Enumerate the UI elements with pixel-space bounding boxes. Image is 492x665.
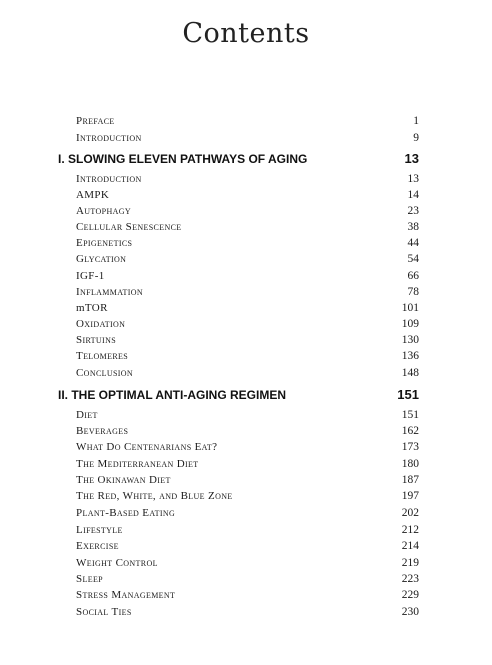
toc-entry xyxy=(76,557,419,573)
toc-entry xyxy=(76,205,419,221)
toc-entry-label: Sleep xyxy=(76,573,103,585)
toc-entry-page: 230 xyxy=(401,606,419,618)
toc-entry-page: 130 xyxy=(401,334,419,346)
toc-entry-page: 1 xyxy=(413,115,419,127)
toc-entry-introduction xyxy=(76,132,419,148)
toc-entry-label: What Do Centenarians Eat? xyxy=(76,441,218,453)
toc-entry xyxy=(76,490,419,506)
toc-entry-page: 223 xyxy=(401,573,419,585)
toc-entry-label: Conclusion xyxy=(76,367,134,379)
toc-entry xyxy=(76,350,419,366)
toc-entry-label: Inflammation xyxy=(76,286,143,298)
toc-entry-page: 219 xyxy=(401,557,419,569)
toc-entry-label: Stress Management xyxy=(76,589,176,601)
toc-entry-label: Telomeres xyxy=(76,350,129,362)
toc-part-heading-2 xyxy=(58,387,419,407)
toc-entry-label: Beverages xyxy=(76,425,129,437)
toc-entry-page: 148 xyxy=(401,367,419,379)
toc-entry-label: mTOR xyxy=(76,302,108,314)
toc-entry-page: 54 xyxy=(407,253,419,265)
toc-entry xyxy=(76,189,419,205)
toc-entry xyxy=(76,270,419,286)
toc-entry-label: Introduction xyxy=(76,173,142,185)
toc-entry xyxy=(76,507,419,523)
toc-entry xyxy=(76,237,419,253)
toc-entry-page: 187 xyxy=(401,474,419,486)
toc-entry-label: Lifestyle xyxy=(76,524,123,536)
toc-entry-page: 214 xyxy=(401,540,419,552)
toc-entry-label: AMPK xyxy=(76,189,110,201)
toc-entry-label: The Okinawan Diet xyxy=(76,474,171,486)
toc-entry-page: 136 xyxy=(401,350,419,362)
toc-entry-label: Glycation xyxy=(76,253,127,265)
toc-part-page: 13 xyxy=(404,151,419,166)
toc-entry-page: 202 xyxy=(401,507,419,519)
toc-entry-page: 78 xyxy=(407,286,419,298)
toc-entry xyxy=(76,540,419,556)
toc-entry xyxy=(76,425,419,441)
toc-entry-page: 229 xyxy=(401,589,419,601)
toc-entry-page: 162 xyxy=(401,425,419,437)
toc-entry xyxy=(76,253,419,269)
toc-entry xyxy=(76,524,419,540)
toc-entry xyxy=(76,302,419,318)
toc-entry-page: 180 xyxy=(401,458,419,470)
toc-part-heading-1 xyxy=(58,151,419,171)
toc-entry-page: 38 xyxy=(407,221,419,233)
toc-entry-page: 173 xyxy=(401,441,419,453)
toc-entry-label: Plant-Based Eating xyxy=(76,507,176,519)
toc-entry-page: 197 xyxy=(401,490,419,502)
toc-entry xyxy=(76,318,419,334)
toc-entry-label: The Mediterranean Diet xyxy=(76,458,199,470)
toc-entry-label: Preface xyxy=(76,115,115,127)
toc-entry-page: 66 xyxy=(407,270,419,282)
toc-entry xyxy=(76,606,419,622)
toc-entry xyxy=(76,573,419,589)
toc-entry-label: Social Ties xyxy=(76,606,132,618)
toc-entry-page: 151 xyxy=(401,409,419,421)
toc-entry-page: 14 xyxy=(407,189,419,201)
toc-entry xyxy=(76,474,419,490)
toc-entry-label: Epigenetics xyxy=(76,237,133,249)
toc-entry-label: Diet xyxy=(76,409,98,421)
toc-entry-label: Cellular Senescence xyxy=(76,221,182,233)
toc-entry xyxy=(76,409,419,425)
toc-entry xyxy=(76,589,419,605)
toc-entry-label: IGF-1 xyxy=(76,270,105,282)
toc-entry-page: 13 xyxy=(407,173,419,185)
toc-part-title: I. SLOWING ELEVEN PATHWAYS OF AGING xyxy=(58,152,308,166)
toc-entry xyxy=(76,286,419,302)
toc-entry-label: Oxidation xyxy=(76,318,126,330)
toc-entry xyxy=(76,458,419,474)
toc-entry-page: 101 xyxy=(401,302,419,314)
toc-entry xyxy=(76,221,419,237)
page-title: Contents xyxy=(182,18,310,49)
toc-entry-label: Sirtuins xyxy=(76,334,116,346)
toc-entry xyxy=(76,173,419,189)
toc-entry-page: 23 xyxy=(407,205,419,217)
toc-entry-page: 9 xyxy=(413,132,419,144)
toc-entry-preface xyxy=(76,115,419,131)
toc-entry xyxy=(76,441,419,457)
toc-entry-page: 44 xyxy=(407,237,419,249)
toc-entry-page: 109 xyxy=(401,318,419,330)
toc-entry-label: The Red, White, and Blue Zone xyxy=(76,490,233,502)
toc-entry xyxy=(76,334,419,350)
toc-part-page: 151 xyxy=(397,387,419,402)
toc-entry-label: Introduction xyxy=(76,132,142,144)
toc-part-title: II. THE OPTIMAL ANTI-AGING REGIMEN xyxy=(58,388,286,402)
toc-entry-label: Exercise xyxy=(76,540,119,552)
toc-entry-label: Weight Control xyxy=(76,557,158,569)
toc-entry-page: 212 xyxy=(401,524,419,536)
toc-entry xyxy=(76,367,419,383)
toc-entry-label: Autophagy xyxy=(76,205,131,217)
